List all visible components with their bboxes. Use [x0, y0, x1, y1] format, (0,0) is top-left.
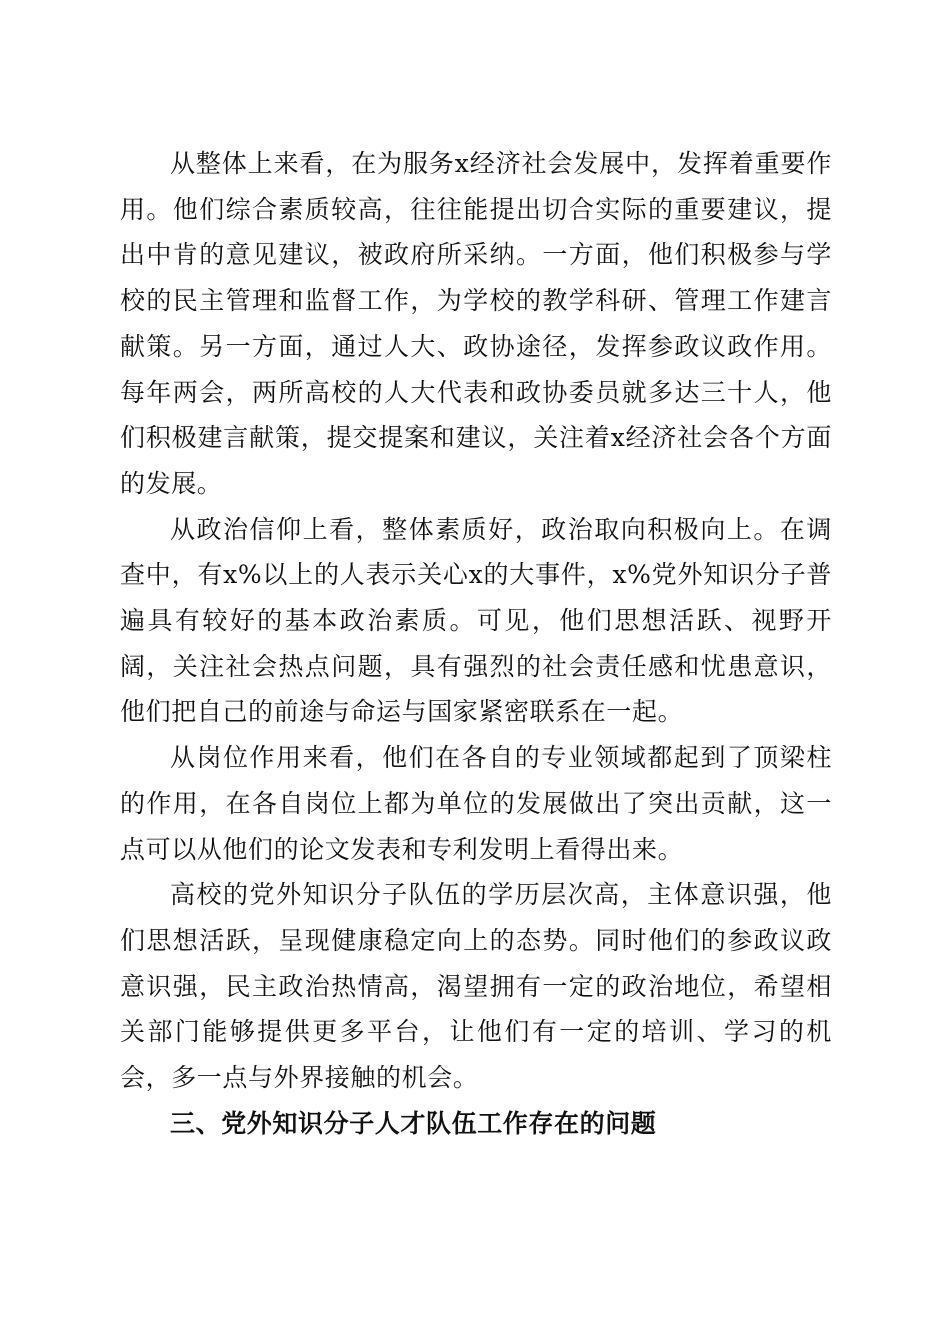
paragraph-political-belief: 从政治信仰上看，整体素质好，政治取向积极向上。在调查中，有x%以上的人表示关心x的大事件，x%党外知识分子普遍具有较好的基本政治素质。可见，他们思想活跃、视野开阔，关注社会热点问题，具有强烈的社会责任感和忧患意识，他们把自己的前途与命运与国家紧密联系在一起。: [120, 514, 832, 727]
section-heading: 三、党外知识分子人才队伍工作存在的问题: [170, 1108, 657, 1138]
paragraph-job-role: 从岗位作用来看，他们在各自的专业领域都起到了顶梁柱的作用，在各自岗位上都为单位的发展做出了突出贡献，这一点可以从他们的论文发表和专利发明上看得出来。: [120, 743, 832, 864]
paragraph-team-summary: 高校的党外知识分子队伍的学历层次高，主体意识强，他们思想活跃，呈现健康稳定向上的态势。同时他们的参政议政意识强，民主政治热情高，渴望拥有一定的政治地位，希望相关部门能够提供更多平台，让他们有一定的培训、学习的机会，多一点与外界接触的机会。: [120, 880, 832, 1093]
paragraph-overall-role: 从整体上来看，在为服务x经济社会发展中，发挥着重要作用。他们综合素质较高，往往能提出切合实际的重要建议，提出中肯的意见建议，被政府所采纳。一方面，他们积极参与学校的民主管理和监督工作，为学校的教学科研、管理工作建言献策。另一方面，通过人大、政协途径，发挥参政议政作用。每年两会，两所高校的人大代表和政协委员就多达三十人，他们积极建言献策，提交提案和建议，关注着x经济社会各个方面的发展。: [120, 149, 832, 498]
document-body: [120, 141, 832, 1146]
